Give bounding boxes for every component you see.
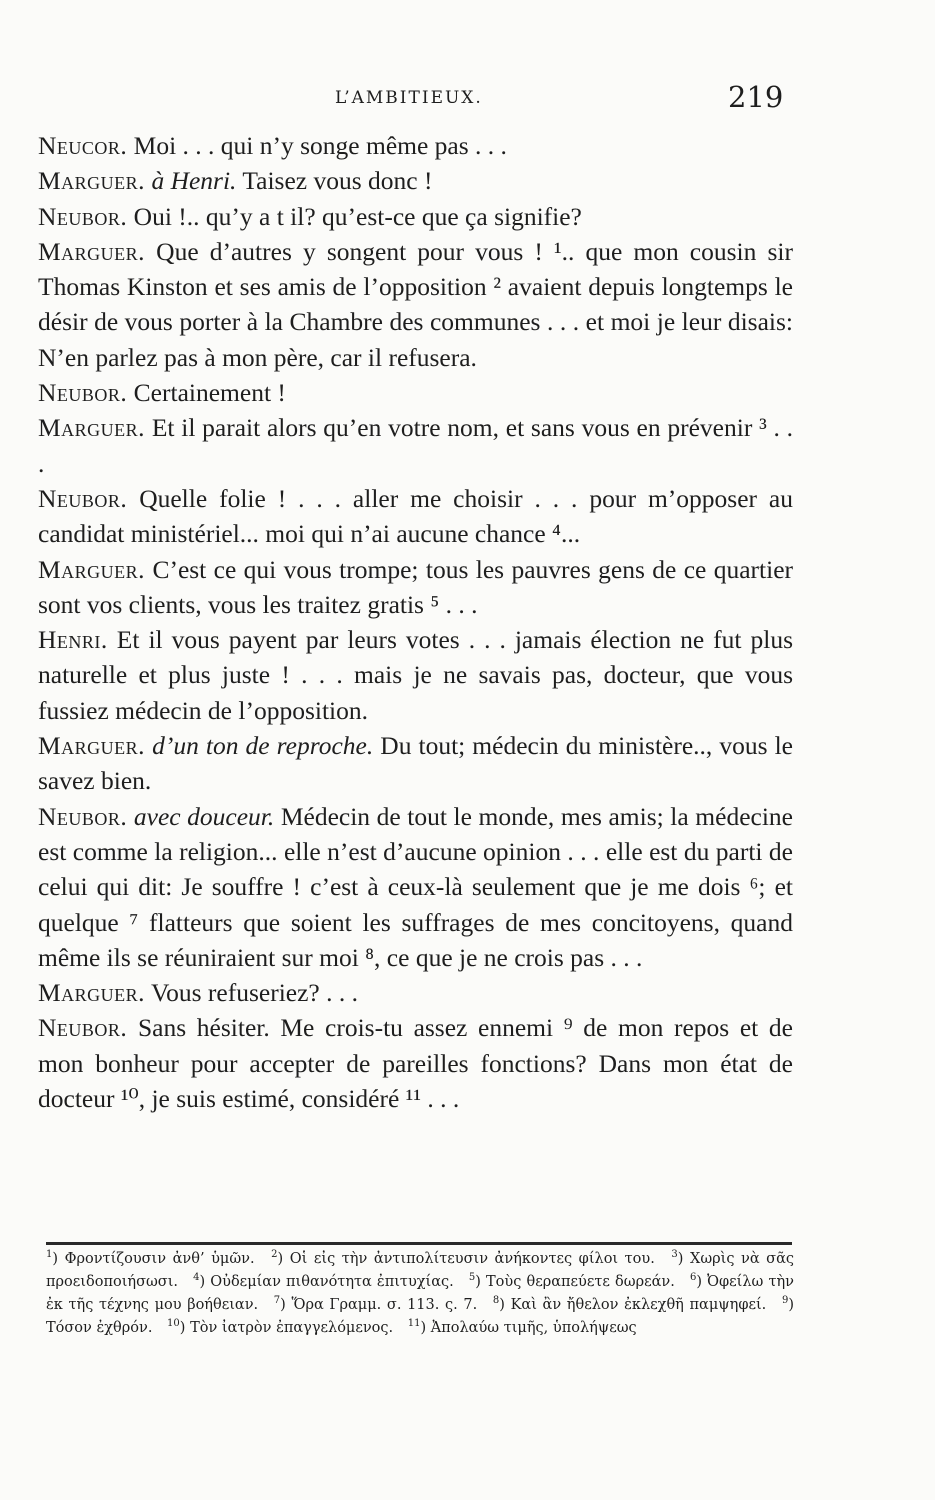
footnote-number: 11 [407, 1318, 421, 1330]
dialogue-paragraph [38, 552, 793, 623]
speech-text: C’est ce qui vous trompe; tous les pauvres gens de ce quartier sont vos clients, vous les traitez gratis ⁵ . . . [38, 554, 793, 619]
speaker-name: Neubor. [38, 1013, 128, 1043]
footnote-number: 2 [271, 1249, 278, 1261]
footnote-text: Τὸν ἰατρὸν ἐπαγγελόμενος. [190, 1320, 394, 1336]
footnote: $^6$) Ὀφείλω τὴν ἐκ τῆς τέχνης μου βοήθειαν. [46, 1272, 794, 1313]
speaker-name: Neubor. [38, 201, 128, 231]
stage-direction: avec douceur. [127, 801, 275, 831]
stage-direction: à Henri. [145, 166, 237, 196]
dialogue-paragraph [38, 128, 793, 163]
footnote-number: 8 [492, 1295, 500, 1307]
footnote-text: Χωρὶς νὰ σᾶς προειδοποιήσωσι. [46, 1251, 794, 1290]
speech-text: Et il parait alors qu’en votre nom, et sans vous en prévenir ³ . . . [38, 413, 793, 478]
speech-text: Sans hésiter. Me crois-tu assez ennemi ⁹ de mon repos et de mon bonheur pour accepter de pareilles fonctions? Dans mon état de docteur ¹⁰, je suis estimé, considéré ¹¹ . . . [38, 1013, 793, 1114]
footnote-number: 1 [46, 1249, 53, 1261]
footnote-text: Οἱ εἰς τὴν ἀντιπολίτευσιν ἀνήκοντες φίλοι του. [289, 1251, 655, 1267]
speech-text: Que d’autres y songent pour vous ! ¹.. que mon cousin sir Thomas Kinston et ses amis de l’opposition ² avaient depuis longtemps le désir de vous porter à la Chambre des communes . . . et moi je leur disais: N’en parlez pas à mon père, car il refusera. [38, 236, 793, 372]
speaker-name: Marguer. [38, 554, 146, 584]
speech-text: Du tout; médecin du ministère.., vous le savez bien. [38, 731, 793, 796]
speech-text: Taisez vous donc ! [236, 166, 433, 196]
footnote: $^{10}$) Τὸν ἰατρὸν ἐπαγγελόμενος. [167, 1318, 394, 1336]
dialogue-paragraph [38, 975, 793, 1010]
running-title: L’AMBITIEUX. [335, 88, 483, 108]
footnote-number: 10 [167, 1318, 180, 1330]
footnote: $^7$) Ὅρα Γραμμ. σ. 113. ς. 7. [273, 1295, 478, 1313]
footnote-text: Ὀφείλω τὴν ἐκ τῆς τέχνης μου βοήθειαν. [46, 1274, 794, 1313]
speech-text: Certainement ! [127, 378, 286, 408]
speaker-name: Marguer. [38, 236, 146, 266]
footnote-number: 6 [689, 1272, 697, 1284]
footnote-number: 3 [671, 1249, 678, 1261]
dialogue-paragraph [38, 1010, 793, 1116]
dialogue-paragraph [38, 375, 793, 410]
speaker-name: Marguer. [38, 731, 146, 761]
footnotes [46, 1248, 794, 1340]
dialogue-paragraph [38, 799, 793, 975]
footnote-number: 7 [273, 1295, 281, 1307]
page-header [0, 80, 935, 120]
speech-text: Moi . . . qui n’y songe même pas . . . [127, 131, 507, 160]
speaker-name: Henri. [38, 625, 108, 655]
speech-text: Oui !.. qu’y a t il? qu’est-ce que ça signifie? [127, 201, 582, 231]
dialogue-paragraph [38, 234, 793, 375]
footnote-text: Οὐδεμίαν πιθανότητα ἐπιτυχίας. [210, 1274, 454, 1290]
footnote-text: Φροντίζουσιν ἀνθ’ ὑμῶν. [64, 1251, 255, 1267]
footnote: $^9$) Τόσον ἐχθρόν. [46, 1295, 794, 1336]
speech-text: Vous refuseriez? . . . [145, 978, 358, 1008]
footnote-text: Τοὺς θεραπεύετε δωρεάν. [486, 1274, 675, 1290]
dialogue-text [38, 128, 793, 1116]
speech-text: Et il vous payent par leurs votes . . . jamais élection ne fut plus naturelle et plus juste ! . . . mais je ne savais pas, docteur, que vous fussiez médecin de l’opposition. [38, 625, 793, 725]
footnote-rule [46, 1242, 792, 1245]
footnote-text: Ἀπολαύω τιμῆς, ὑπολήψεως [430, 1320, 637, 1336]
footnote: $^5$) Τοὺς θεραπεύετε δωρεάν. [468, 1272, 675, 1290]
stage-direction: d’un ton de reproche. [145, 731, 374, 761]
speech-text: Médecin de tout le monde, mes amis; la médecine est comme la religion... elle n’est d’aucune opinion . . . elle est du parti de celui qui dit: Je souffre ! c’est à ceux-là seulement que je me dois ⁶; et quelque ⁷ flatteurs que soient les suffrages de mes concitoyens, quand même ils se réuniraient sur moi ⁸, ce que je ne crois pas . . . [38, 801, 793, 972]
speaker-name: Marguer. [38, 413, 146, 443]
footnote-number: 4 [193, 1272, 200, 1284]
speaker-name: Marguer. [38, 166, 146, 196]
footnote-text: Τόσον ἐχθρόν. [46, 1320, 153, 1336]
page-number: 219 [728, 80, 784, 114]
footnote: $^{11}$) Ἀπολαύω τιμῆς, ὑπολήψεως [407, 1318, 637, 1336]
footnote-number: 5 [468, 1272, 476, 1284]
footnote-number: 9 [781, 1295, 789, 1307]
footnote: $^3$) Χωρὶς νὰ σᾶς προειδοποιήσωσι. [46, 1249, 794, 1290]
footnote-text: Ὅρα Γραμμ. σ. 113. ς. 7. [291, 1297, 478, 1313]
dialogue-paragraph [38, 622, 793, 728]
speech-text: Quelle folie ! . . . aller me choisir . . . pour m’opposer au candidat ministériel... moi qui n’ai aucune chance ⁴... [38, 483, 793, 549]
dialogue-paragraph [38, 728, 793, 799]
footnote: $^8$) Καὶ ἂν ἤθελον ἐκλεχθῆ παμψηφεί. [492, 1295, 767, 1313]
dialogue-paragraph [38, 199, 793, 234]
speaker-name: Neucor. [38, 131, 128, 160]
speaker-name: Marguer. [38, 978, 146, 1008]
footnote: $^4$) Οὐδεμίαν πιθανότητα ἐπιτυχίας. [193, 1272, 454, 1290]
footnote: $^1$) Φροντίζουσιν ἀνθ’ ὑμῶν. [46, 1249, 255, 1267]
dialogue-paragraph [38, 410, 793, 481]
speaker-name: Neubor. [38, 483, 128, 513]
speaker-name: Neubor. [38, 801, 128, 831]
speaker-name: Neubor. [38, 378, 128, 408]
footnote: $^2$) Οἱ εἰς τὴν ἀντιπολίτευσιν ἀνήκοντες φίλοι του. [271, 1249, 655, 1267]
dialogue-paragraph [38, 481, 793, 552]
footnote-text: Καὶ ἂν ἤθελον ἐκλεχθῆ παμψηφεί. [510, 1297, 767, 1313]
dialogue-paragraph [38, 163, 793, 198]
